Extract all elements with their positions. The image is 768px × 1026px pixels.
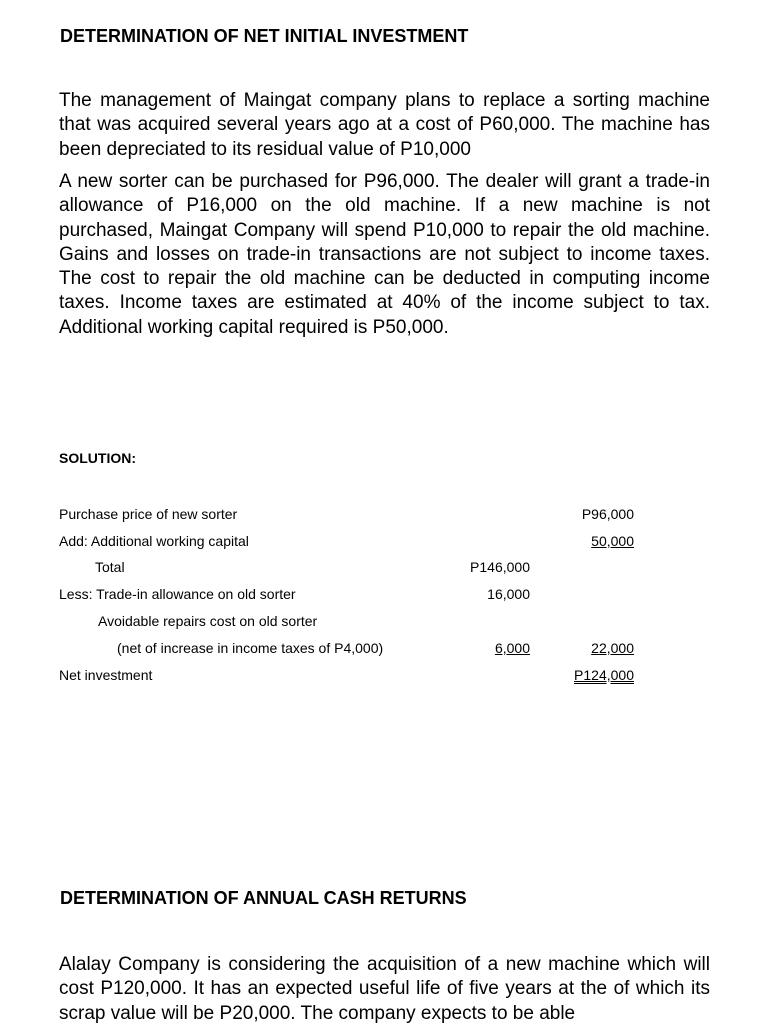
section-heading: DETERMINATION OF NET INITIAL INVESTMENT	[60, 26, 469, 46]
table-cell-col1: 16,000	[487, 586, 530, 602]
section-heading-2: DETERMINATION OF ANNUAL CASH RETURNS	[60, 888, 467, 908]
table-row-label: Net investment	[59, 667, 153, 683]
solution-heading: SOLUTION:	[59, 450, 136, 466]
table-cell-col2: 50,000	[591, 533, 634, 549]
table-row-label: Avoidable repairs cost on old sorter	[98, 613, 318, 629]
table-row-label: Purchase price of new sorter	[59, 506, 238, 522]
problem-paragraph-2: A new sorter can be purchased for P96,000. The dealer will grant a trade-in allowance of P16,000 on the old machine. If a new machine is not purchased, Maingat Company will spend P10,000 to repair the old machine. Gains and losses on trade-in transactions are not subject to income taxes. The cost to repair the old machine can be deducted in computing income taxes. Income taxes are estimated at 40% of the income subject to tax. Additional working capital required is P50,000.	[59, 171, 710, 338]
table-cell-col2: 22,000	[591, 640, 634, 656]
table-cell-col1: 6,000	[494, 640, 530, 656]
table-row-label: Total	[95, 559, 125, 575]
table-cell-col1: P146,000	[470, 559, 530, 575]
table-cell-col2: P124,000	[574, 667, 634, 683]
problem-paragraph-1: The management of Maingat company plans to replace a sorting machine that was acquired several years ago at a cost of P60,000. The machine has been depreciated to its residual value of P10,000	[59, 90, 710, 160]
table-row-label: Add: Additional working capital	[59, 533, 249, 549]
problem-paragraph-3: Alalay Company is considering the acquisition of a new machine which will cost P120,000. It has an expected useful life of five years at the of which its scrap value will be P20,000. The company expects to be able	[59, 954, 710, 1024]
table-row-label: (net of increase in income taxes of P4,000)	[117, 640, 384, 656]
table-row-label: Less: Trade-in allowance on old sorter	[59, 586, 296, 602]
table-cell-col2: P96,000	[581, 506, 634, 522]
